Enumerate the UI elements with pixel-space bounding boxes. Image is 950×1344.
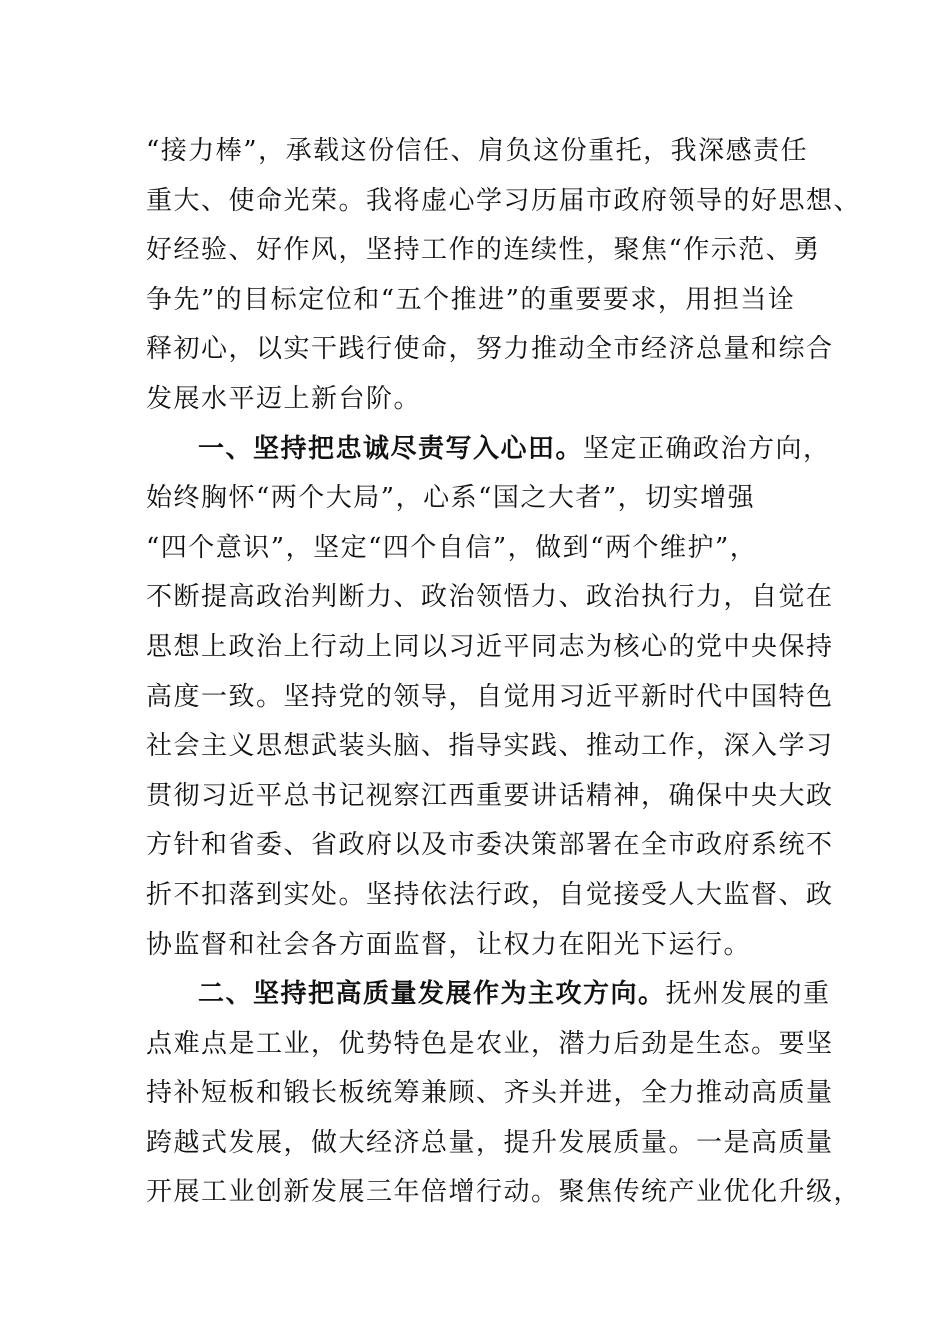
text-line: 重大、使命光荣。我将虚心学习历届市政府领导的好思想、	[146, 185, 862, 216]
text-line: 思想上政治上行动上同以习近平同志为核心的党中央保持	[146, 631, 834, 662]
text-line: 不断提高政治判断力、政治领悟力、政治执行力，自觉在	[146, 582, 834, 613]
text-line: 持补短板和锻长板统筹兼顾、齐头并进，全力推动高质量	[146, 1078, 834, 1109]
text-line: 好经验、好作风，坚持工作的连续性，聚焦“作示范、勇	[146, 235, 821, 266]
text-line: 点难点是工业，优势特色是农业，潜力后劲是生态。要坚	[146, 1028, 834, 1059]
text-line: 折不扣落到实处。坚持依法行政，自觉接受人大监督、政	[146, 879, 834, 910]
paragraph-first-line	[146, 970, 831, 1020]
document-body	[146, 127, 862, 1218]
text-line: “四个意识”，坚定“四个自信”，做到“两个维护”，	[146, 532, 758, 563]
text-line: 跨越式发展，做大经济总量，提升发展质量。一是高质量	[146, 1127, 834, 1158]
paragraph-continuation	[146, 127, 862, 425]
text-line: 高度一致。坚持党的领导，自觉用习近平新时代中国特色	[146, 681, 834, 712]
text-run: 坚定正确政治方向，	[583, 433, 831, 464]
text-line: 释初心，以实干践行使命，努力推动全市经济总量和综合	[146, 334, 834, 365]
text-line: 开展工业创新发展三年倍增行动。聚焦传统产业优化升级，	[146, 1177, 862, 1208]
paragraph-loyalty	[146, 425, 834, 971]
paragraph-first-line	[146, 425, 831, 475]
text-line: “接力棒”，承载这份信任、肩负这份重托，我深感责任	[146, 136, 809, 166]
section-heading: 二、坚持把高质量发展作为主攻方向。	[198, 979, 666, 1010]
section-heading: 一、坚持把忠诚尽责写入心田。	[198, 433, 584, 464]
text-line: 方针和省委、省政府以及市委决策部署在全市政府系统不	[146, 830, 834, 861]
text-line: 始终胸怀“两个大局”，心系“国之大者”，切实增强	[146, 483, 756, 514]
text-run: 抚州发展的重	[665, 979, 831, 1010]
text-line: 协监督和社会各方面监督，让权力在阳光下运行。	[146, 929, 752, 960]
text-line: 争先”的目标定位和“五个推进”的重要要求，用担当诠	[146, 284, 796, 315]
paragraph-high-quality-development	[146, 970, 862, 1218]
text-line: 贯彻习近平总书记视察江西重要讲话精神，确保中央大政	[146, 780, 834, 811]
text-line: 发展水平迈上新台阶。	[146, 383, 422, 414]
text-line: 社会主义思想武装头脑、指导实践、推动工作，深入学习	[146, 731, 834, 762]
